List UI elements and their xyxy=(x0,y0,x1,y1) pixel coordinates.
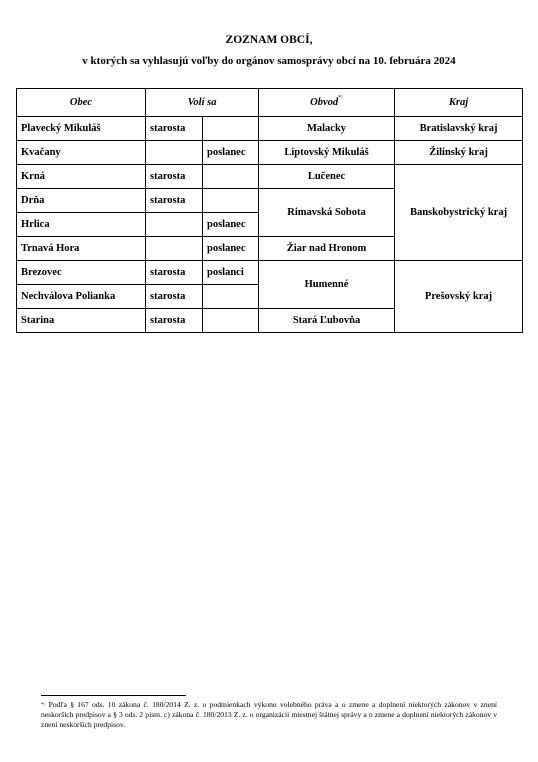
obvod-cell: Lučenec xyxy=(259,165,395,189)
table-row xyxy=(17,141,523,165)
kraj-cell: Prešovský kraj xyxy=(395,261,523,333)
obvod-cell: Rimavská Sobota xyxy=(259,189,395,237)
poslanec-cell: poslanec xyxy=(203,237,259,261)
footnote-reference: */ xyxy=(338,95,343,101)
poslanec-cell xyxy=(203,309,259,333)
poslanec-cell xyxy=(203,189,259,213)
starosta-cell xyxy=(146,141,203,165)
starosta-cell: starosta xyxy=(146,117,203,141)
table-row xyxy=(17,117,523,141)
table-header-row xyxy=(17,89,523,117)
obvod-cell: Liptovský Mikuláš xyxy=(259,141,395,165)
header-obec: Obec xyxy=(17,89,146,117)
footnote xyxy=(41,700,497,730)
header-kraj: Kraj xyxy=(395,89,523,117)
starosta-cell: starosta xyxy=(146,261,203,285)
kraj-cell: Bratislavský kraj xyxy=(395,117,523,141)
table-row xyxy=(17,261,523,285)
poslanec-cell xyxy=(203,165,259,189)
starosta-cell: starosta xyxy=(146,165,203,189)
starosta-cell: starosta xyxy=(146,285,203,309)
kraj-cell: Banskobystrický kraj xyxy=(395,165,523,261)
obec-cell: Starina xyxy=(17,309,146,333)
obvod-cell: Žiar nad Hronom xyxy=(259,237,395,261)
poslanec-cell xyxy=(203,285,259,309)
obec-cell: Trnavá Hora xyxy=(17,237,146,261)
table-row xyxy=(17,165,523,189)
municipalities-table xyxy=(16,88,523,333)
obec-cell: Brezovec xyxy=(17,261,146,285)
obec-cell: Hrlica xyxy=(17,213,146,237)
poslanec-cell: poslanec xyxy=(203,213,259,237)
document-title: ZOZNAM OBCÍ, xyxy=(225,34,313,46)
footnote-separator xyxy=(41,695,186,696)
poslanec-cell: poslanec xyxy=(203,141,259,165)
obec-cell: Plavecký Mikuláš xyxy=(17,117,146,141)
poslanec-cell xyxy=(203,117,259,141)
obec-cell: Drňa xyxy=(17,189,146,213)
poslanec-cell: poslanci xyxy=(203,261,259,285)
obvod-cell: Humenné xyxy=(259,261,395,309)
document-subtitle: v ktorých sa vyhlasujú voľby do orgánov samosprávy obcí na 10. februára 2024 xyxy=(82,55,456,67)
starosta-cell xyxy=(146,237,203,261)
starosta-cell: starosta xyxy=(146,309,203,333)
starosta-cell xyxy=(146,213,203,237)
header-obvod-label: Obvod xyxy=(310,97,339,108)
kraj-cell: Žilinský kraj xyxy=(395,141,523,165)
footnote-mark: */ xyxy=(41,702,46,708)
obec-cell: Nechválova Polianka xyxy=(17,285,146,309)
obec-cell: Krná xyxy=(17,165,146,189)
obvod-cell: Stará Ľubovňa xyxy=(259,309,395,333)
footnote-text: Podľa § 167 ods. 10 zákona č. 180/2014 Z. z. o podmienkach výkonu volebného práva a o zmene a doplnení niektorých zákonov v znení neskorších predpisov a § 3 ods. 2 písm. c) zákona č. 180/2013 Z. z. o organizácii miestnej štátnej správy a o zmene a doplnení niektorých zákonov v znení neskorších predpisov. xyxy=(41,700,498,729)
header-obvod xyxy=(259,89,395,117)
header-voli-sa: Volí sa xyxy=(146,89,259,117)
obec-cell: Kvačany xyxy=(17,141,146,165)
obvod-cell: Malacky xyxy=(259,117,395,141)
starosta-cell: starosta xyxy=(146,189,203,213)
